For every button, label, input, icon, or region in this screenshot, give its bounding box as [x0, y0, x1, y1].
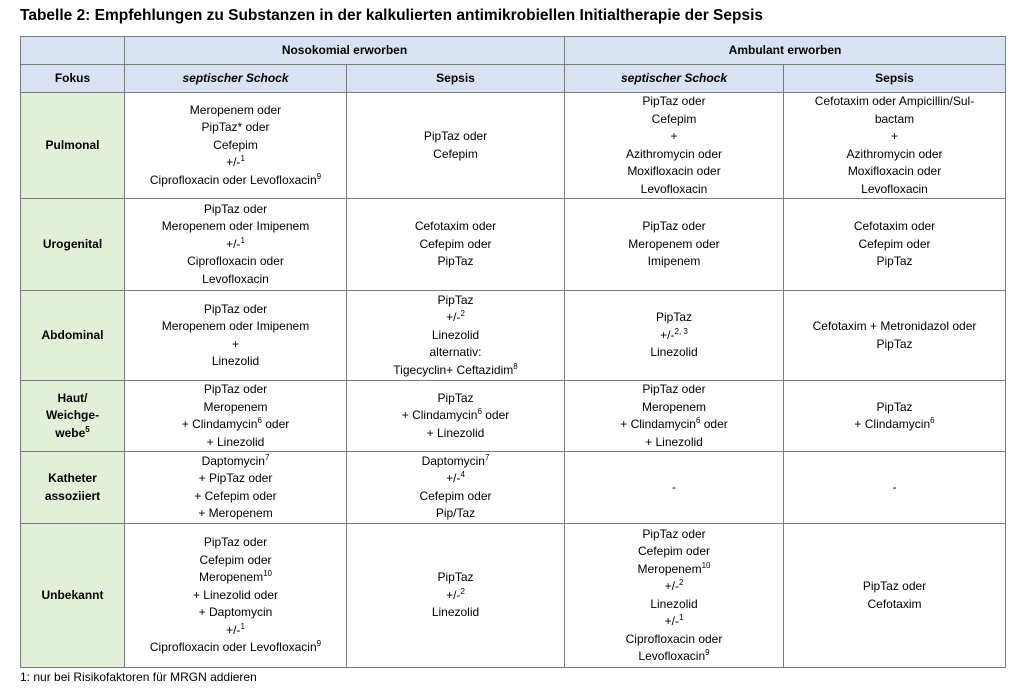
cell-amb-sepsis: - — [784, 452, 1006, 524]
focus-cell: Unbekannt — [21, 524, 125, 668]
cell-noso-schock: PipTaz oder Meropenem + Clindamycin$^6$ oder + Linezolid — [125, 381, 347, 452]
cell-amb-sepsis: Cefotaxim + Metronidazol oder PipTaz — [784, 291, 1006, 381]
cell-noso-schock: Daptomycin$^7$ + PipTaz oder + Cefepim oder + Meropenem — [125, 452, 347, 524]
header-fokus: Fokus — [21, 65, 125, 93]
focus-cell: Pulmonal — [21, 93, 125, 199]
header-ambulant: Ambulant erworben — [565, 37, 1006, 65]
cell-amb-schock: PipTaz oder Cefepim oder Meropenem$^{10}$ +/-$^2$ Linezolid +/-$^1$ Ciprofloxacin oder Levofloxacin$^9$ — [565, 524, 784, 668]
focus-cell: Urogenital — [21, 199, 125, 291]
focus-cell: Haut/ Weichge- webe$^5$ — [21, 381, 125, 452]
cell-amb-sepsis: Cefotaxim oder Ampicillin/Sul- bactam + Azithromycin oder Moxifloxacin oder Levofloxacin — [784, 93, 1006, 199]
cell-amb-schock: PipTaz oder Cefepim + Azithromycin oder Moxifloxacin oder Levofloxacin — [565, 93, 784, 199]
cell-amb-sepsis: PipTaz oder Cefotaxim — [784, 524, 1006, 668]
group-header-row — [21, 37, 1006, 65]
cell-noso-sepsis: Daptomycin$^7$ +/-$^4$ Cefepim oder Pip/Taz — [347, 452, 565, 524]
cell-amb-schock: PipTaz +/-$^{2, 3}$ Linezolid — [565, 291, 784, 381]
header-corner — [21, 37, 125, 65]
cell-noso-schock: PipTaz oder Meropenem oder Imipenem + Linezolid — [125, 291, 347, 381]
table-row — [21, 199, 1006, 291]
table-title: Tabelle 2: Empfehlungen zu Substanzen in der kalkulierten antimikrobiellen Initialtherapie der Sepsis — [20, 7, 764, 24]
cell-noso-sepsis: PipTaz +/-$^2$ Linezolid — [347, 524, 565, 668]
therapy-table — [20, 36, 1006, 668]
column-header-row — [21, 65, 1006, 93]
header-amb-schock: septischer Schock — [565, 65, 784, 93]
table-body — [21, 93, 1006, 668]
header-noso-sepsis: Sepsis — [347, 65, 565, 93]
table-row — [21, 381, 1006, 452]
table-row — [21, 93, 1006, 199]
focus-cell: Katheter assoziiert — [21, 452, 125, 524]
cell-noso-schock: Meropenem oder PipTaz* oder Cefepim +/-$^1$ Ciprofloxacin oder Levofloxacin$^9$ — [125, 93, 347, 199]
cell-amb-sepsis: PipTaz + Clindamycin$^6$ — [784, 381, 1006, 452]
footnote: 1: nur bei Risikofaktoren für MRGN addieren — [20, 670, 257, 684]
cell-amb-schock: PipTaz oder Meropenem oder Imipenem — [565, 199, 784, 291]
cell-amb-schock: PipTaz oder Meropenem + Clindamycin$^6$ oder + Linezolid — [565, 381, 784, 452]
cell-noso-schock: PipTaz oder Meropenem oder Imipenem +/-$^1$ Ciprofloxacin oder Levofloxacin — [125, 199, 347, 291]
header-amb-sepsis: Sepsis — [784, 65, 1006, 93]
cell-amb-sepsis: Cefotaxim oder Cefepim oder PipTaz — [784, 199, 1006, 291]
table-row — [21, 291, 1006, 381]
focus-cell: Abdominal — [21, 291, 125, 381]
cell-amb-schock: - — [565, 452, 784, 524]
cell-noso-sepsis: PipTaz +/-$^2$ Linezolid alternativ: Tigecyclin+ Ceftazidim$^8$ — [347, 291, 565, 381]
table-row — [21, 524, 1006, 668]
cell-noso-sepsis: Cefotaxim oder Cefepim oder PipTaz — [347, 199, 565, 291]
cell-noso-schock: PipTaz oder Cefepim oder Meropenem$^{10}$ + Linezolid oder + Daptomycin +/-$^1$ Ciprofloxacin oder Levofloxacin$^9$ — [125, 524, 347, 668]
header-nosokomial: Nosokomial erworben — [125, 37, 565, 65]
cell-noso-sepsis: PipTaz + Clindamycin$^6$ oder + Linezolid — [347, 381, 565, 452]
table-row — [21, 452, 1006, 524]
header-noso-schock: septischer Schock — [125, 65, 347, 93]
cell-noso-sepsis: PipTaz oder Cefepim — [347, 93, 565, 199]
